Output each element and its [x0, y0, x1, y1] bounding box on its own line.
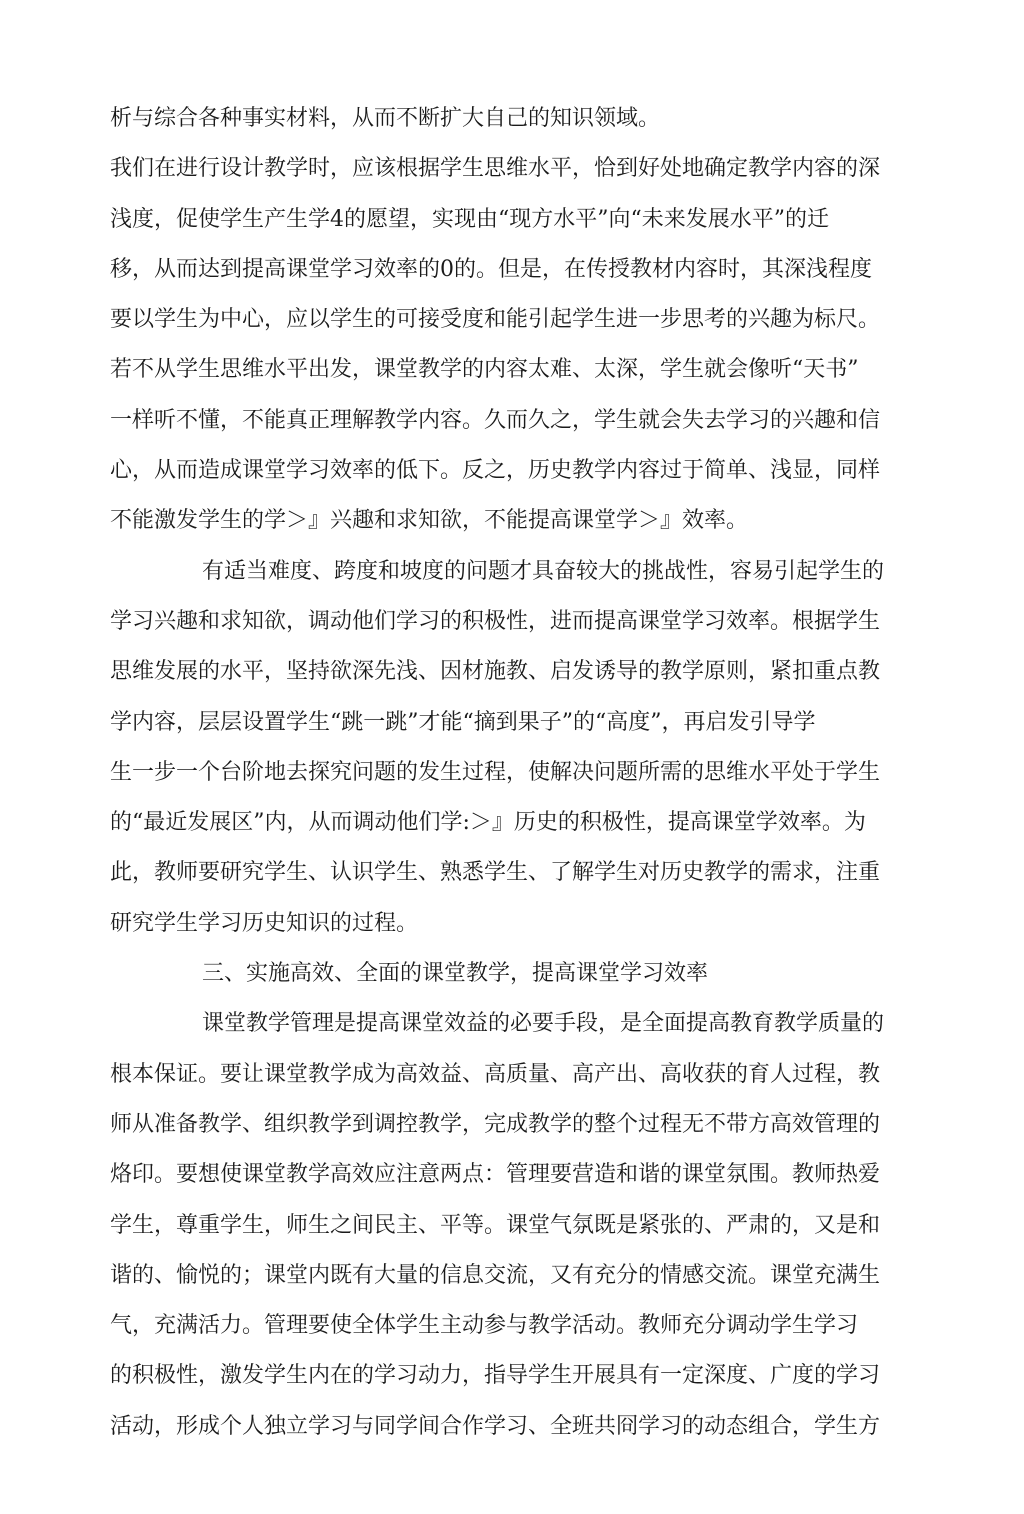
text-line: 析与综合各种事实材料，从而不断扩大自己的知识领域。: [110, 106, 661, 131]
text-line: 学生，尊重学生，师生之间民主、平等。课堂气氛既是紧张的、严肃的，又是和: [110, 1212, 881, 1238]
text-line: 我们在进行设计教学时，应该根据学生思维水平，恰到好处地确定教学内容的深: [110, 156, 881, 182]
paragraph-first-line: 课堂教学管理是提高课堂效益的必要手段，是全面提高教育教学质量的: [202, 1011, 885, 1037]
text-line: 的“最近发展区”内，从而调动他们学:＞』历史的积极性，提高课堂学效率。为: [110, 810, 866, 836]
text-line: 要以学生为中心，应以学生的可接受度和能引起学生进一步思考的兴趣为标尺。: [110, 307, 881, 333]
text-line: 烙印。要想使课堂教学高效应注意两点：管理要营造和谐的课堂氛围。教师热爱: [110, 1162, 881, 1188]
text-line: 生一步一个台阶地去探究问题的发生过程，使解决问题所需的思维水平处于学生: [110, 759, 881, 785]
text-line: 思维发展的水平，坚持欲深先浅、因材施教、启发诱导的教学原则，紧扣重点教: [110, 659, 881, 685]
section-heading: 三、实施高效、全面的课堂教学，提高课堂学习效率: [202, 961, 709, 987]
text-line: 浅度，促使学生产生学4的愿望，实现由“现方水平”向“未来发展水平”的迁: [110, 206, 829, 232]
text-line: 根本保证。要让课堂教学成为高效益、高质量、高产出、高收获的育人过程，教: [110, 1061, 881, 1087]
text-line: 心，从而造成课堂学习效率的低下。反之，历史教学内容过于简单、浅显，同样: [110, 458, 881, 484]
text-line: 学习兴趣和求知欲，调动他们学习的积极性，进而提高课堂学习效率。根据学生: [110, 608, 881, 634]
text-line: 研究学生学习历史知识的过程。: [110, 910, 419, 936]
text-line: 不能激发学生的学＞』兴趣和求知欲，不能提高课堂学＞』效率。: [110, 508, 749, 534]
text-line: 谐的、愉悦的；课堂内既有大量的信息交流，又有充分的情感交流。课堂充满生: [110, 1262, 881, 1288]
text-line: 师从准备教学、组织教学到调控教学，完成教学的整个过程无不带方高效管理的: [110, 1111, 881, 1137]
text-line: 此，教师要研究学生、认识学生、熟悉学生、了解学生对历史教学的需求，注重: [110, 860, 881, 886]
text-line: 气，充满活力。管理要使全体学生主动参与教学活动。教师充分调动学生学习: [110, 1313, 859, 1339]
text-line: 若不从学生思维水平出发，课堂教学的内容太难、太深，学生就会像听“天书”: [110, 357, 859, 383]
text-line: 一样听不懂，不能真正理解教学内容。久而久之，学生就会失去学习的兴趣和信: [110, 407, 881, 433]
text-line: 的积极性，激发学生内在的学习动力，指导学生开展具有一定深度、广度的学习: [110, 1363, 881, 1389]
text-line: 活动，形成个人独立学习与同学间合作学习、全班共冏学习的动态组合，学生方: [110, 1413, 881, 1439]
text-line: 移，从而达到提高课堂学习效率的0的。但是，在传授教材内容时，其深浅程度: [110, 256, 872, 282]
text-line: 学内容，层层设置学生“跳一跳”才能“摘到果子”的“高度”，再启发引导学: [110, 709, 816, 735]
paragraph-first-line: 有适当难度、跨度和坡度的问题才具奋较大的挑战性，容易引起学生的: [202, 558, 885, 584]
document-body: [110, 94, 900, 1452]
